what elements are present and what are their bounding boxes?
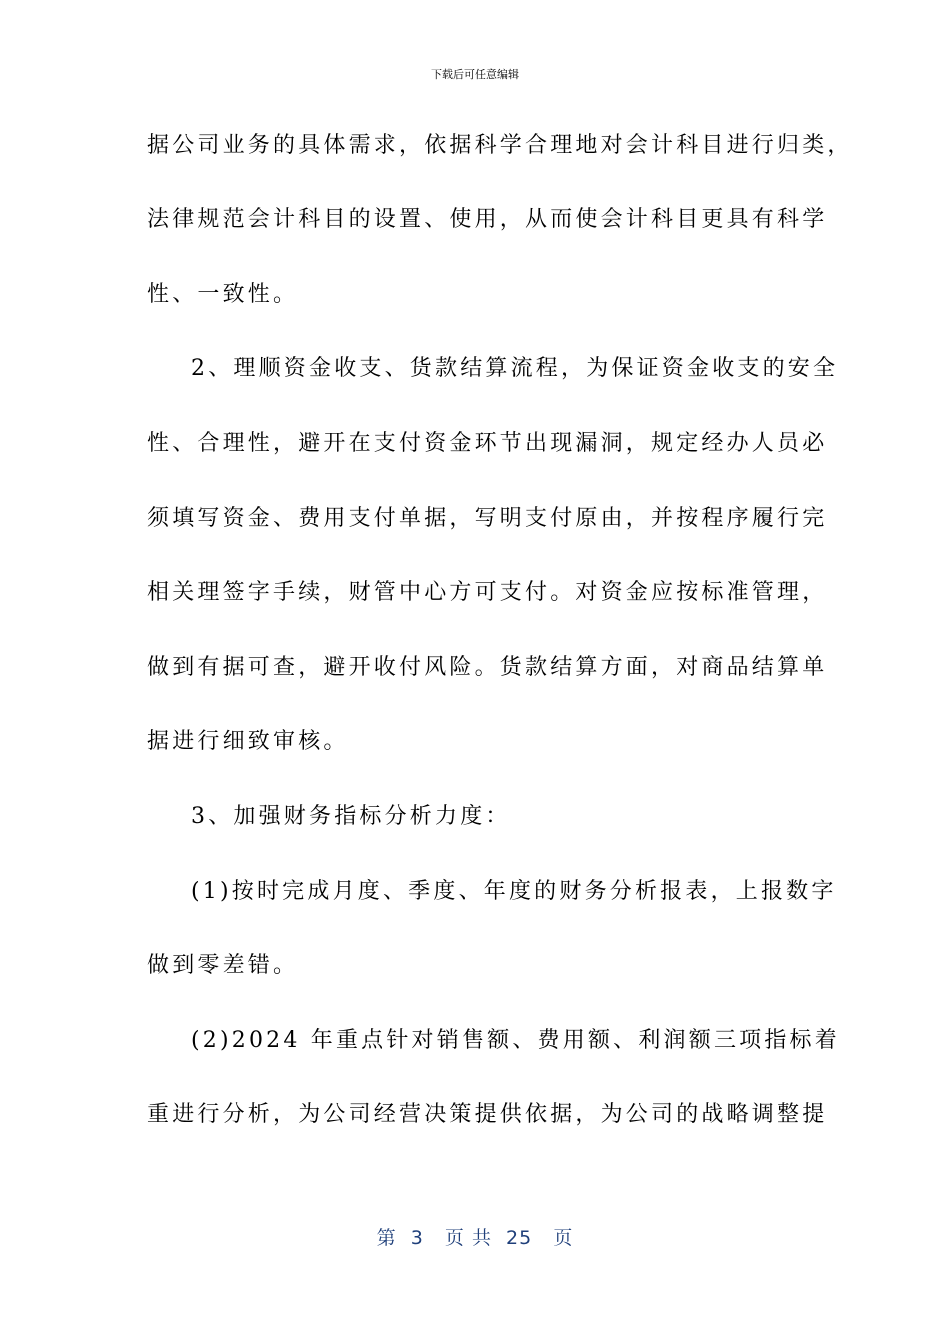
text-line: 3、加强财务指标分析力度： — [191, 804, 511, 829]
text-line: 据进行细致审核。 — [147, 729, 349, 754]
text-line: 2、理顺资金收支、货款结算流程，为保证资金收支的安全 — [191, 356, 839, 381]
text-line: 做到有据可查，避开收付风险。货款结算方面，对商品结算单 — [147, 655, 828, 680]
page-footer: 第 3 页 共 25 页 — [376, 1227, 574, 1249]
text-line: 须填写资金、费用支付单据，写明支付原由，并按程序履行完 — [147, 506, 828, 531]
text-line: 做到零差错。 — [147, 953, 299, 978]
text-line: 相关理签字手续，财管中心方可支付。对资金应按标准管理， — [147, 580, 828, 605]
text-line: 重进行分析，为公司经营决策提供依据，为公司的战略调整提 — [147, 1102, 828, 1127]
text-line: 性、合理性，避开在支付资金环节出现漏洞，规定经办人员必 — [147, 431, 828, 456]
text-line: 法律规范会计科目的设置、使用，从而使会计科目更具有科学 — [147, 207, 828, 232]
text-line: (2)2024 年重点针对销售额、费用额、利润额三项指标着 — [191, 1028, 840, 1053]
page-header: 下载后可任意编辑 — [431, 68, 519, 81]
text-line: 据公司业务的具体需求，依据科学合理地对会计科目进行归类， — [147, 133, 853, 158]
text-line: (1)按时完成月度、季度、年度的财务分析报表，上报数字 — [191, 879, 837, 904]
text-line: 性、一致性。 — [147, 282, 299, 307]
